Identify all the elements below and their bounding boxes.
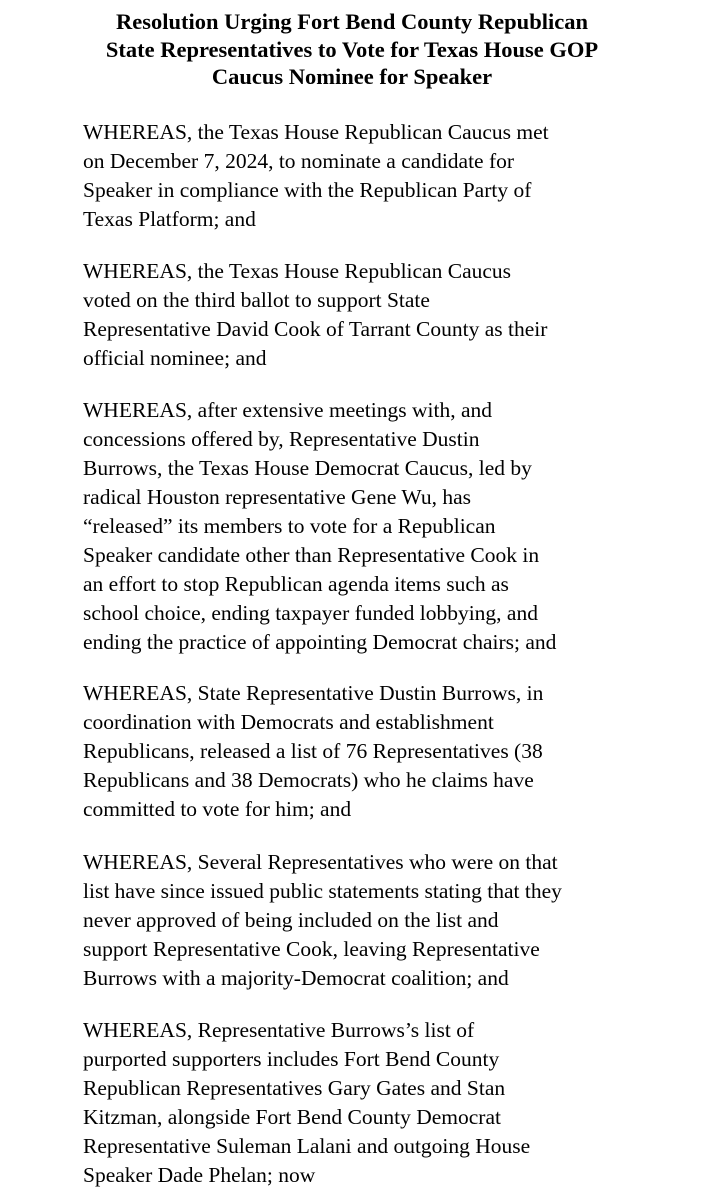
title-line: Caucus Nominee for Speaker xyxy=(211,64,493,89)
text-line: ending the practice of appointing Democrat chairs; and xyxy=(83,630,557,654)
text-line: Kitzman, alongside Fort Bend County Democrat xyxy=(83,1105,501,1129)
text-line: coordination with Democrats and establishment xyxy=(83,710,494,734)
text-line: school choice, ending taxpayer funded lobbying, and xyxy=(83,601,538,625)
text-line: Burrows, the Texas House Democrat Caucus, led by xyxy=(83,456,532,480)
text-line: committed to vote for him; and xyxy=(83,797,352,821)
text-line: WHEREAS, the Texas House Republican Caucus met xyxy=(83,120,549,144)
text-line: an effort to stop Republican agenda items such as xyxy=(83,572,509,596)
text-line: Republican Representatives Gary Gates and Stan xyxy=(83,1076,506,1100)
text-line: “released” its members to vote for a Republican xyxy=(83,514,496,538)
whereas-paragraph-4 xyxy=(83,679,683,824)
text-line: WHEREAS, Representative Burrows’s list of xyxy=(83,1018,475,1042)
text-line: list have since issued public statements stating that they xyxy=(83,879,562,903)
whereas-paragraph-3 xyxy=(83,396,683,657)
text-line: concessions offered by, Representative Dustin xyxy=(83,427,480,451)
text-line: Speaker candidate other than Representative Cook in xyxy=(83,543,540,567)
text-line: Speaker Dade Phelan; now xyxy=(83,1163,316,1187)
text-line: WHEREAS, Several Representatives who were on that xyxy=(83,850,558,874)
text-line: official nominee; and xyxy=(83,346,267,370)
text-line: voted on the third ballot to support State xyxy=(83,288,430,312)
text-line: Texas Platform; and xyxy=(83,207,256,231)
text-line: on December 7, 2024, to nominate a candidate for xyxy=(83,149,515,173)
whereas-paragraph-6 xyxy=(83,1016,683,1190)
text-line: WHEREAS, after extensive meetings with, and xyxy=(83,398,492,422)
document-title xyxy=(40,8,664,91)
text-line: purported supporters includes Fort Bend County xyxy=(83,1047,500,1071)
text-line: Burrows with a majority-Democrat coalition; and xyxy=(83,966,509,990)
whereas-paragraph-2 xyxy=(83,257,683,373)
text-line: Representative David Cook of Tarrant County as their xyxy=(83,317,548,341)
whereas-paragraph-1 xyxy=(83,118,683,234)
title-line: State Representatives to Vote for Texas House GOP xyxy=(105,36,599,62)
title-line: Resolution Urging Fort Bend County Republican xyxy=(116,9,588,34)
text-line: Republicans and 38 Democrats) who he claims have xyxy=(83,768,534,792)
text-line: radical Houston representative Gene Wu, has xyxy=(83,485,471,509)
text-line: WHEREAS, the Texas House Republican Caucus xyxy=(83,259,512,283)
whereas-paragraph-5 xyxy=(83,848,683,993)
text-line: Representative Suleman Lalani and outgoing House xyxy=(83,1134,531,1158)
text-line: Republicans, released a list of 76 Representatives (38 xyxy=(83,739,543,763)
text-line: WHEREAS, State Representative Dustin Burrows, in xyxy=(83,681,544,705)
text-line: never approved of being included on the list and xyxy=(83,908,499,932)
text-line: support Representative Cook, leaving Representative xyxy=(83,937,540,961)
text-line: Speaker in compliance with the Republican Party of xyxy=(83,178,532,202)
